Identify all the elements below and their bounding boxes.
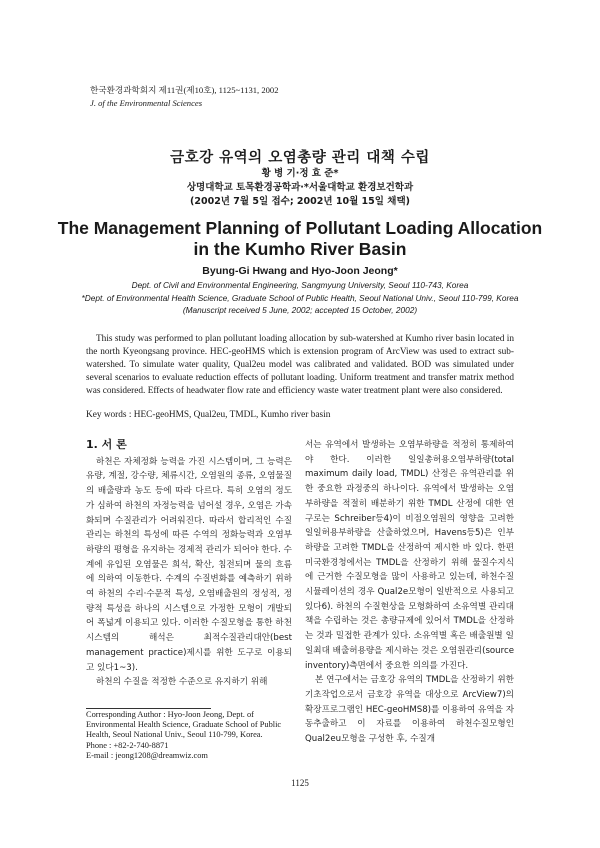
english-title-line-1: The Management Planning of Pollutant Loading Allocation	[57, 218, 543, 238]
korean-received: (2002년 7월 5일 접수; 2002년 10월 15일 채택)	[190, 196, 410, 207]
korean-affiliation: 상명대학교 토목환경공학과·*서울대학교 환경보건학과	[186, 182, 414, 193]
journal-korean-line: 한국환경과학회지 제11권(제10호), 1125~1131, 2002	[90, 85, 279, 95]
korean-title: 금호강 유역의 오염총량 관리 대책 수립	[170, 150, 430, 166]
footnote-phone: Phone : +82-2-740-8871	[86, 740, 169, 750]
korean-author-block	[0, 167, 600, 209]
affiliation-2: *Dept. of Environmental Health Science, Graduate School of Public Health, Seoul National Univ., Seoul 110-799, Korea	[81, 292, 519, 303]
section-heading: 1. 서 론	[86, 438, 127, 451]
journal-english-line: J. of the Environmental Sciences	[90, 98, 203, 108]
english-affiliations	[0, 279, 600, 317]
body-paragraph: 하천은 자체정화 능력을 가진 시스템이며, 그 능력은 유량, 계절, 강수량, 체류시간, 오염원의 종류, 오염물질의 배출량과 농도 등에 따라 다르다. 특히 오염의 정도가 심하여 하천의 자정능력을 넘어설 경우, 오염은 가속화되며 수질관리가 어려워진다. 따라서 합리적인 수질관리는 하천의 특성에 따른 수역의 정화능력과 오염부하량의 평형을 유지하는 경제적 관리가 되어야 한다. 수계에 유입된 오염물은 희석, 확산, 침전되며 물의 흐름에 의하여 이동한다. 수계의 수질변화를 예측하기 위하여 하천의 수리·수문적 특성, 오염배출원의 정성적, 정량적 특성을 하나의 시스템으로 가정한 모형이 개발되어 폭넓게 이용되고 있다. 이러한 수질모형을 통한 하천시스템의 해석은 최적수질관리대안(best management practice)제시를 위한 도구로 이용되고 있다1~3).	[86, 456, 292, 673]
english-title	[0, 218, 600, 260]
body-paragraph: 하천의 수질을 적정한 수준으로 유지하기 위해	[96, 677, 268, 688]
footnote-email: E-mail : jeong1208@dreamwiz.com	[86, 750, 208, 760]
korean-authors: 황 병 기·정 효 준*	[261, 168, 339, 179]
manuscript-dates: (Manuscript received 5 June, 2002; accepted 15 October, 2002)	[182, 305, 418, 315]
left-column	[86, 438, 292, 690]
footnote	[86, 710, 292, 761]
english-authors: Byung-Gi Hwang and Hyo-Joon Jeong*	[202, 265, 398, 277]
footnote-divider	[86, 708, 211, 709]
right-column	[305, 438, 514, 747]
abstract: This study was performed to plan pollutant loading allocation by sub-watershed at Kumho river basin located in the north Kyeongsang province. HEC-geoHMS which is extension program of ArcView was used to extract sub-watershed. To simulate water quality, Qual2eu model was calibrated and validated. BOD was simulated under several scenarios to evaluate reduction effects of pollutant loading. Uniform treatment and transfer matrix method was considered. Effects of headwater flow rate and efficiency waste water treatment plant were also considered.	[86, 334, 514, 396]
keywords: Key words : HEC-geoHMS, Qual2eu, TMDL, Kumho river basin	[86, 410, 331, 420]
page-number: 1125	[291, 778, 309, 788]
footnote-author: Corresponding Author : Hyo-Joon Jeong, Dept. of Environmental Health Science, Graduate School of Public Health, Seoul National Univ., Seoul 110-799, Korea.	[86, 710, 282, 740]
body-paragraph: 본 연구에서는 금호강 유역의 TMDL을 산정하기 위한 기초작업으로서 금호강 유역을 대상으로 ArcView7)의 확장프로그램인 HEC-geoHMS8)를 이용하여 유역을 자동추출하고 이 자료를 이용하여 하천수질모형인 Qual2eu모형을 구성한 후, 수질개	[305, 675, 514, 745]
journal-header	[90, 84, 279, 110]
body-paragraph: 서는 유역에서 발생하는 오염부하량을 적정히 통제하여야 한다. 이러한 일일총허용오염부하량(total maximum daily load, TMDL) 산정은 유역관리를 위한 중요한 과정중의 하나이다. 유역에서 발생하는 오염부하량을 적절히 배분하기 위한 TMDL 산정에 대한 연구로는 Schreiber등4)이 비점오염원의 영향을 고려한 일일허용부하량을 산출하였으며, Havens등5)은 인부하량을 고려한 TMDL을 산정하여 제시한 바 있다. 한편 미국환경청에서는 TMDL을 산정하기 위해 물질수지식에 근거한 수질모형을 많이 사용하고 있는데, 하천수질 시뮬레이션의 경우 Qual2e모형이 일반적으로 사용되고 있다6). 하천의 수질현상을 모형화하여 소유역별 관리대책을 수립하는 것은 총량규제에 있어서 TMDL을 산정하는 것과 밀접한 관계가 있다. 소유역별 혹은 배출원별 일일최대 배출허용량을 제시하는 것은 오염원관리(source inventory)측면에서 중요한 의의를 가진다.	[305, 440, 514, 671]
english-title-line-2: in the Kumho River Basin	[193, 239, 407, 259]
affiliation-1: Dept. of Civil and Environmental Engineering, Sangmyung University, Seoul 110-743, Korea	[131, 280, 469, 290]
